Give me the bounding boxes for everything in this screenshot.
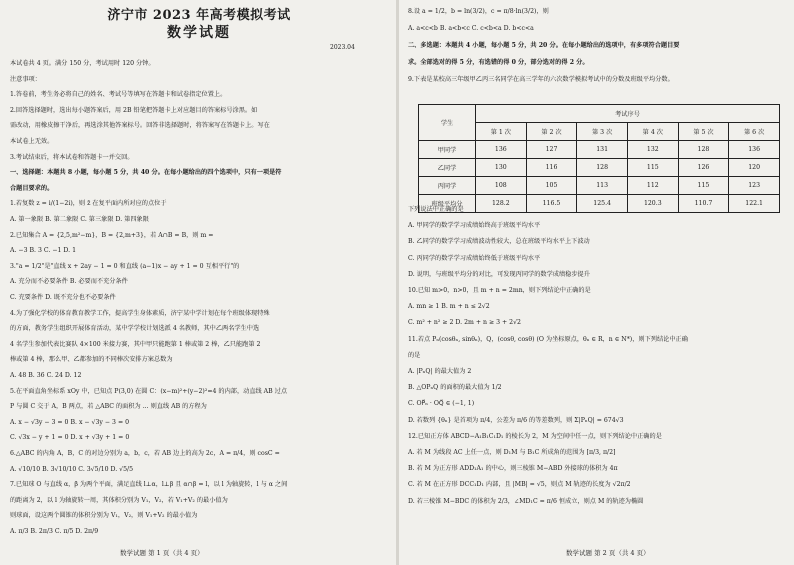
exam-subject: 数学试题 (167, 25, 231, 41)
text-line: 4 名学生参加代表比赛队 4×100 米接力赛，其中甲只能跑第 1 棒或第 2 棒，乙只能跑第 2 (10, 340, 261, 348)
table-col-header: 第 3 次 (577, 123, 628, 141)
text-line: C. √3x − y + 1 = 0 D. x + √3y + 1 = 0 (10, 434, 130, 442)
text-line: D. 说明，与班级平均分的对比，可发现丙同学的数学成绩稳步提升 (408, 270, 590, 278)
text-line: 3.考试结束后，将本试卷和答题卡一并交回。 (10, 153, 134, 161)
text-line: 11.若点 Pₙ(cosθₙ, sinθₙ)，Q，(cosθ, cosθ) (O 为坐标原点，θₙ ∈ R，n ∈ N*)，则下列结论中正确 (408, 335, 688, 343)
table-cell: 108 (476, 177, 527, 195)
text-line: 1.答卷前，考生务必将自己的姓名、考试号等填写在答题卡和试卷指定位置上。 (10, 91, 227, 99)
text-line: 8.设 a = 1/2，b = ln(3/2)，c = π/8·ln(3/2)，则 (408, 8, 549, 15)
text-line: A. 充分而不必要条件 B. 必要而不充分条件 (10, 278, 128, 286)
table-head-group: 考试序号 (476, 105, 780, 123)
text-line: A. |PₙQ| 的最大值为 2 (408, 368, 472, 375)
text-line: 4.为了强化学校的体育教育教学工作，提高学生身体素质，济宁某中学计划在每个班级体现特殊 (10, 309, 270, 317)
text-line: A. a<c<b B. a<b<c C. c<b<a D. b<c<a (408, 25, 534, 32)
table-cell: 128 (577, 159, 628, 177)
text-line: 则球面，设这两个圆锥的体积分别为 V₁，V₂，则 V₁+V₂ 的最小值为 (10, 512, 198, 520)
table-row-label: 乙同学 (419, 159, 476, 177)
text-line: A. 甲同学的数学学习成绩始终高于班级平均水平 (408, 222, 541, 230)
text-line: 9.下表是某校高三年级甲乙丙三名同学在高三学年的六次数学模拟考试中的分数及班级平均分数。 (408, 76, 674, 83)
text-line: 1.若复数 z = i/(1−2i)，则 z̄ 在复平面内所对应的点位于 (10, 200, 167, 208)
table-cell: 120 (729, 159, 780, 177)
text-line: 的距离为 2，以 l 为轴旋转一周，其体积分别为 V₁，V₂，若 V₁+V₂ 的最小值为 (10, 496, 228, 504)
text-line: 7.已知球 O 与直线 α，β 为两个平面，满足直线 l⊥α，l⊥β 且 α∩β = l，以 l 为轴旋转，l 与 α 之间 (10, 481, 288, 489)
table-cell: 112 (627, 177, 678, 195)
text-line: 合题目要求的。 (10, 184, 54, 192)
text-line: C. 充要条件 D. 既不充分也不必要条件 (10, 294, 116, 301)
table-col-header: 第 4 次 (627, 123, 678, 141)
table-cell: 132 (627, 141, 678, 159)
table-row (419, 177, 780, 195)
table-row-label: 班级平均分 (419, 195, 476, 213)
text-line: 求。全部选对的得 5 分，有选错的得 0 分，部分选对的得 2 分。 (408, 59, 589, 66)
text-line: A. x − √3y − 3 = 0 B. x − √3y − 3 = 0 (10, 418, 130, 426)
text-line: 5.在平面直角坐标系 xOy 中，已知点 P(3,0) 在圆 C：(x−m)²+(y−2)²=4 的内部，动直线 AB 过点 (10, 387, 288, 395)
table-row (419, 159, 780, 177)
table-row-label: 甲同学 (419, 141, 476, 159)
table-cell: 131 (577, 141, 628, 159)
table-cell: 125.4 (577, 195, 628, 213)
left-footer: 数学试题 第 1 页（共 4 页） (120, 549, 204, 557)
table-col-header: 第 2 次 (526, 123, 577, 141)
text-line: 10.已知 m>0，n>0，且 m + n = 2mn，则下列结论中正确的是 (408, 287, 591, 294)
text-line: 二、多选题：本题共 4 小题，每小题 5 分，共 20 分。在每小题给出的选项中，有多项符合题目要 (408, 42, 680, 49)
page-right (398, 0, 794, 565)
table-row (419, 141, 780, 159)
text-line: 注意事项： (10, 75, 41, 83)
text-line: 的是 (408, 351, 421, 359)
text-line: 的方面，教务学生组织开展体育活动，某中学学校计划选派 4 名教师，其中乙两名学生中选 (10, 325, 260, 333)
table-cell: 120.3 (627, 195, 678, 213)
text-line: B. 乙同学的数学学习成绩波动性较大，总在班级平均水平上下波动 (408, 238, 590, 246)
table-cell: 116.5 (526, 195, 577, 213)
text-line: 本试卷上无效。 (10, 138, 54, 145)
text-line: D. 若三棱锥 M−BDC 的体积为 2/3，∠MD₁C = π/6 恒成立，则点 M 的轨迹为椭圆 (408, 497, 644, 505)
table-cell: 126 (678, 159, 729, 177)
table-cell: 122.1 (729, 195, 780, 213)
text-line: 2.已知集合 A = {2,5,m²−m}，B = {2,m+3}，若 A∩B = B，则 m = (10, 231, 214, 239)
text-line: B. △OPₙQ 的面积的最大值为 1/2 (408, 384, 502, 392)
table-cell: 136 (476, 141, 527, 159)
text-line: A. 第一象限 B. 第二象限 C. 第三象限 D. 第四象限 (10, 216, 149, 223)
text-line: 棒或第 4 棒，那么甲、乙都参加的不同棒次安排方案总数为 (10, 356, 173, 364)
text-line: A. 若 M 为线段 AC 上任一点，则 D₁M 与 B₁C 所成角的范围为 [π/3, π/2] (408, 449, 616, 456)
table-cell: 127 (526, 141, 577, 159)
table-col-header: 第 1 次 (476, 123, 527, 141)
text-line: 3."a = 1/2"是"直线 x + 2ay − 1 = 0 和直线 (a−1)x − ay + 1 = 0 互相平行"的 (10, 262, 240, 270)
text-line: C. m² + n² ≥ 2 D. 2m + n ≥ 3 + 2√2 (408, 319, 521, 327)
text-line: 需改动，用橡皮擦干净后，再选涂其他答案标号。回答非选择题时，将答案写在答题卡上。写在 (10, 122, 270, 130)
text-line: A. 48 B. 36 C. 24 D. 12 (10, 372, 82, 379)
text-line: 一、选择题：本题共 8 小题，每小题 5 分，共 40 分。在每小题给出的四个选项中，只有一项是符 (10, 169, 282, 177)
table-cell: 110.7 (678, 195, 729, 213)
text-line: C. 丙同学的数学学习成绩始终低于班级平均水平 (408, 254, 541, 262)
text-line: B. 若 M 为正方形 ADD₁A₁ 的中心，则三棱锥 M−ABD 外接球的体积为 4π (408, 465, 618, 473)
exam-date: 2023.04 (330, 44, 355, 51)
right-footer: 数学试题 第 2 页（共 4 页） (566, 549, 650, 557)
table-col-header: 第 6 次 (729, 123, 780, 141)
text-line: A. π/3 B. 2π/3 C. π/5 D. 2π/9 (10, 528, 99, 535)
table-head-student: 学生 (419, 105, 476, 141)
text-line: A. √10/10 B. 3√10/10 C. 3√5/10 D. √5/5 (10, 465, 134, 473)
table-cell: 128.2 (476, 195, 527, 213)
text-line: 下列说法中正确的是 (408, 206, 464, 213)
text-line: P 与圆 C 交于 A，B 两点，若 △ABC 的面积为 ... 则直线 AB 的方程为 (10, 403, 207, 411)
table-col-header: 第 5 次 (678, 123, 729, 141)
table-cell: 113 (577, 177, 628, 195)
text-line: D. 若数列 {θₙ} 是首项为 π/4，公差为 π/6 的等差数列，则 Σ|PₙQ| = 674√3 (408, 416, 624, 424)
table-cell: 128 (678, 141, 729, 159)
table-row-label: 丙同学 (419, 177, 476, 195)
text-line: A. −3 B. 3 C. −1 D. 1 (10, 247, 77, 255)
text-line: 12.已知正方体 ABCD−A₁B₁C₁D₁ 的棱长为 2，M 为空间中任一点，则下列结论中正确的是 (408, 432, 662, 440)
table-cell: 105 (526, 177, 577, 195)
table-cell: 116 (526, 159, 577, 177)
table-cell: 136 (729, 141, 780, 159)
text-line: 2.回答选择题时，选出每小题答案后，用 2B 铅笔把答题卡上对应题目的答案标号涂黑。如 (10, 106, 258, 114)
text-line: A. mn ≥ 1 B. m + n ≤ 2√2 (408, 303, 490, 311)
table-cell: 123 (729, 177, 780, 195)
table-cell: 115 (627, 159, 678, 177)
table-row (419, 195, 780, 213)
text-line: C. 若 M 在正方形 DCC₁D₁ 内部，且 |MB| = √5，则点 M 轨迹的长度为 √2π/2 (408, 481, 631, 489)
text-line: 本试卷共 4 页。满分 150 分，考试用时 120 分钟。 (10, 60, 155, 67)
table-cell: 115 (678, 177, 729, 195)
text-line: C. OP⃗ₙ · OQ⃗ ∈ (−1, 1) (408, 400, 475, 408)
score-table (418, 104, 780, 213)
text-line: 6.△ABC 的内角 A，B，C 的对边分别为 a，b，c，若 AB 边上的高为 2c，A = π/4，则 cosC = (10, 450, 280, 457)
table-cell: 130 (476, 159, 527, 177)
exam-title: 济宁市 2023 年高考模拟考试 (107, 8, 291, 23)
